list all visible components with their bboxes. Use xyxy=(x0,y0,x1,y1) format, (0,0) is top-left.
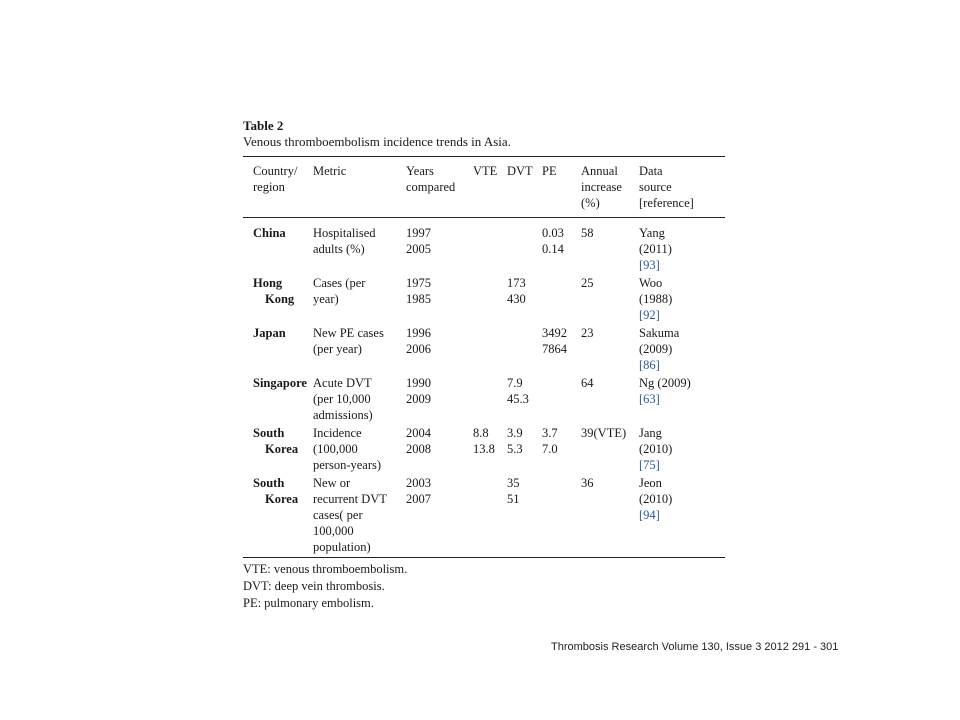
cell-dvt xyxy=(507,325,542,375)
cell-annual xyxy=(581,475,639,558)
cell-dvt-line: 51 xyxy=(507,492,520,506)
cell-metric-line: cases( per xyxy=(313,508,363,522)
table-caption: Venous thromboembolism incidence trends in Asia. xyxy=(243,134,511,149)
cell-pe xyxy=(542,475,581,558)
header-metric-line: Metric xyxy=(313,164,347,178)
header-source-line: Data xyxy=(639,164,663,178)
cell-metric-line: person-years) xyxy=(313,458,382,472)
cell-metric-line: (100,000 xyxy=(313,442,358,456)
cell-pe-line: 7864 xyxy=(542,342,567,356)
table-header-row xyxy=(243,157,725,218)
header-source-line: [reference] xyxy=(639,196,694,210)
cell-metric-line: year) xyxy=(313,292,339,306)
header-vte xyxy=(473,157,507,218)
cell-pe xyxy=(542,218,581,276)
cell-vte xyxy=(473,475,507,558)
cell-pe-line: 0.03 xyxy=(542,226,564,240)
header-pe xyxy=(542,157,581,218)
table-label: Table 2 xyxy=(243,118,284,133)
incidence-table xyxy=(243,156,725,558)
cell-pe-line: 3.7 xyxy=(542,426,558,440)
table-footnotes xyxy=(243,561,725,612)
cell-source xyxy=(639,218,725,276)
header-annual-line: increase xyxy=(581,180,622,194)
header-vte-line: VTE xyxy=(473,164,498,178)
cell-source-line: (1988) xyxy=(639,292,673,306)
header-dvt xyxy=(507,157,542,218)
reference-link[interactable]: [93] xyxy=(639,258,660,272)
cell-dvt xyxy=(507,275,542,325)
table-row xyxy=(243,218,725,276)
header-source xyxy=(639,157,725,218)
footnote: PE: pulmonary embolism. xyxy=(243,596,374,610)
cell-pe xyxy=(542,275,581,325)
cell-country xyxy=(243,375,313,425)
cell-country-line: Korea xyxy=(265,442,299,456)
cell-source-line: Jeon xyxy=(639,476,662,490)
cell-country xyxy=(243,275,313,325)
cell-dvt xyxy=(507,475,542,558)
cell-country-line: Singapore xyxy=(253,376,307,390)
cell-years-line: 1997 xyxy=(406,226,431,240)
cell-metric-line: New or xyxy=(313,476,351,490)
cell-country-line: Korea xyxy=(265,492,299,506)
header-country xyxy=(243,157,313,218)
header-country-line: region xyxy=(253,180,285,194)
cell-dvt-line: 3.9 xyxy=(507,426,523,440)
cell-vte xyxy=(473,425,507,475)
cell-annual xyxy=(581,218,639,276)
cell-source-line: Sakuma xyxy=(639,326,680,340)
footnote: DVT: deep vein thrombosis. xyxy=(243,579,385,593)
table-row xyxy=(243,475,725,558)
table-body xyxy=(243,218,725,558)
cell-metric-line: adults (%) xyxy=(313,242,365,256)
cell-metric-line: Hospitalised xyxy=(313,226,376,240)
cell-annual-line: 39(VTE) xyxy=(581,426,627,440)
table-row xyxy=(243,375,725,425)
cell-annual-line: 64 xyxy=(581,376,594,390)
table-container xyxy=(243,118,725,612)
cell-years-line: 2003 xyxy=(406,476,431,490)
cell-source-line: (2011) xyxy=(639,242,672,256)
cell-annual-line: 23 xyxy=(581,326,594,340)
cell-pe xyxy=(542,425,581,475)
cell-source xyxy=(639,375,725,425)
cell-country xyxy=(243,218,313,276)
cell-metric xyxy=(313,275,406,325)
cell-annual-line: 36 xyxy=(581,476,594,490)
reference-link[interactable]: [92] xyxy=(639,308,660,322)
cell-source xyxy=(639,325,725,375)
reference-link[interactable]: [63] xyxy=(639,392,660,406)
cell-years xyxy=(406,218,473,276)
cell-metric xyxy=(313,325,406,375)
cell-source-line: (2010) xyxy=(639,442,673,456)
reference-link[interactable]: [86] xyxy=(639,358,660,372)
table-row xyxy=(243,325,725,375)
cell-annual xyxy=(581,275,639,325)
cell-country-line: South xyxy=(253,476,285,490)
cell-pe xyxy=(542,325,581,375)
table-row xyxy=(243,275,725,325)
cell-country xyxy=(243,325,313,375)
cell-source-line: (2010) xyxy=(639,492,673,506)
cell-years-line: 1996 xyxy=(406,326,431,340)
header-metric xyxy=(313,157,406,218)
cell-dvt-line: 173 xyxy=(507,276,526,290)
cell-vte xyxy=(473,375,507,425)
cell-dvt-line: 5.3 xyxy=(507,442,523,456)
source-citation: Thrombosis Research Volume 130, Issue 3 2012 291 - 301 xyxy=(551,641,839,653)
cell-dvt xyxy=(507,375,542,425)
cell-years xyxy=(406,425,473,475)
cell-country-line: Hong xyxy=(253,276,283,290)
cell-metric-line: Acute DVT xyxy=(313,376,372,390)
reference-link[interactable]: [94] xyxy=(639,508,660,522)
cell-source-line: Yang xyxy=(639,226,665,240)
cell-metric-line: Cases (per xyxy=(313,276,366,290)
cell-vte xyxy=(473,325,507,375)
cell-years-line: 2006 xyxy=(406,342,431,356)
cell-source xyxy=(639,475,725,558)
cell-pe-line: 3492 xyxy=(542,326,567,340)
table-row xyxy=(243,425,725,475)
cell-vte xyxy=(473,275,507,325)
cell-metric-line: New PE cases xyxy=(313,326,384,340)
cell-dvt-line: 430 xyxy=(507,292,526,306)
cell-annual xyxy=(581,375,639,425)
cell-metric xyxy=(313,475,406,558)
cell-country xyxy=(243,425,313,475)
cell-source-line: (2009) xyxy=(639,342,673,356)
header-years xyxy=(406,157,473,218)
cell-pe-line: 7.0 xyxy=(542,442,558,456)
cell-years-line: 1990 xyxy=(406,376,431,390)
cell-source-line: Ng (2009) xyxy=(639,376,691,390)
cell-source xyxy=(639,275,725,325)
cell-pe-line: 0.14 xyxy=(542,242,564,256)
cell-annual-line: 58 xyxy=(581,226,594,240)
cell-source-line: Jang xyxy=(639,426,662,440)
cell-vte-line: 8.8 xyxy=(473,426,489,440)
cell-pe xyxy=(542,375,581,425)
header-annual-line: Annual xyxy=(581,164,618,178)
cell-years xyxy=(406,275,473,325)
header-country-line: Country/ xyxy=(253,164,298,178)
header-dvt-line: DVT xyxy=(507,164,533,178)
header-annual xyxy=(581,157,639,218)
cell-metric xyxy=(313,375,406,425)
cell-metric-line: Incidence xyxy=(313,426,362,440)
cell-dvt xyxy=(507,218,542,276)
cell-source-line: Woo xyxy=(639,276,663,290)
cell-metric-line: admissions) xyxy=(313,408,373,422)
cell-country xyxy=(243,475,313,558)
cell-source xyxy=(639,425,725,475)
cell-years-line: 1985 xyxy=(406,292,431,306)
cell-years-line: 2007 xyxy=(406,492,431,506)
cell-years-line: 2009 xyxy=(406,392,431,406)
cell-dvt-line: 45.3 xyxy=(507,392,529,406)
cell-years xyxy=(406,325,473,375)
cell-years xyxy=(406,375,473,425)
cell-years-line: 2008 xyxy=(406,442,431,456)
cell-metric xyxy=(313,218,406,276)
cell-years-line: 2005 xyxy=(406,242,431,256)
cell-vte xyxy=(473,218,507,276)
cell-metric-line: recurrent DVT xyxy=(313,492,387,506)
cell-years xyxy=(406,475,473,558)
cell-annual-line: 25 xyxy=(581,276,594,290)
header-pe-line: PE xyxy=(542,164,557,178)
cell-country-line: China xyxy=(253,226,286,240)
cell-annual xyxy=(581,425,639,475)
cell-dvt-line: 35 xyxy=(507,476,520,490)
cell-country-line: South xyxy=(253,426,285,440)
cell-metric xyxy=(313,425,406,475)
header-source-line: source xyxy=(639,180,672,194)
cell-dvt-line: 7.9 xyxy=(507,376,523,390)
cell-metric-line: (per year) xyxy=(313,342,362,356)
cell-annual xyxy=(581,325,639,375)
cell-years-line: 1975 xyxy=(406,276,431,290)
cell-vte-line: 13.8 xyxy=(473,442,495,456)
header-years-line: Years xyxy=(406,164,434,178)
cell-metric-line: population) xyxy=(313,540,371,554)
reference-link[interactable]: [75] xyxy=(639,458,660,472)
header-years-line: compared xyxy=(406,180,456,194)
cell-country-line: Japan xyxy=(253,326,286,340)
cell-metric-line: (per 10,000 xyxy=(313,392,371,406)
cell-dvt xyxy=(507,425,542,475)
cell-metric-line: 100,000 xyxy=(313,524,354,538)
cell-country-line: Kong xyxy=(265,292,295,306)
header-annual-line: (%) xyxy=(581,196,600,210)
footnote: VTE: venous thromboembolism. xyxy=(243,562,408,576)
cell-years-line: 2004 xyxy=(406,426,431,440)
